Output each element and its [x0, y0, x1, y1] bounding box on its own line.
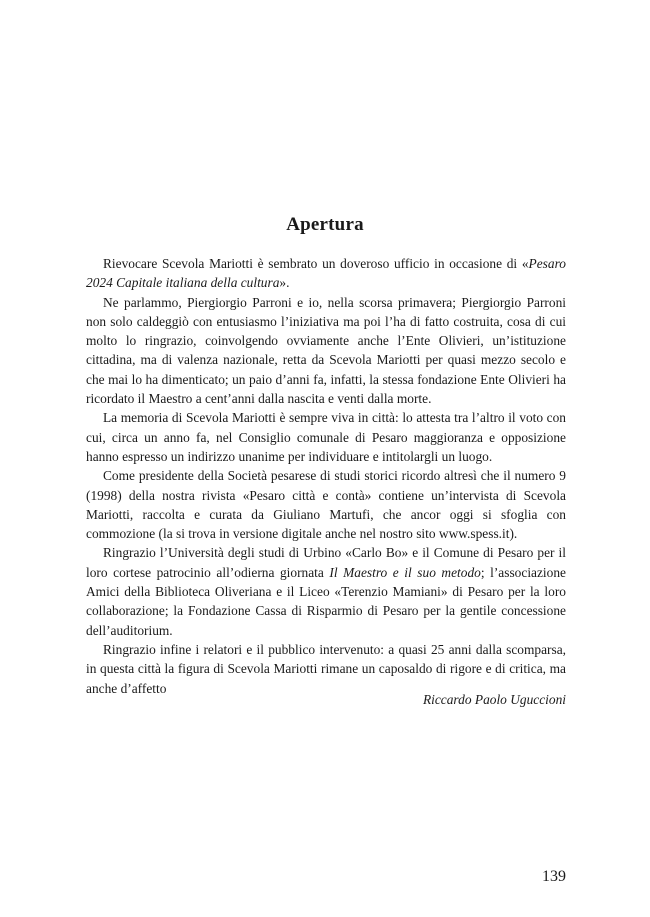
paragraph-1: [86, 254, 566, 293]
paragraph-5-part-2: Il Maestro e il suo metodo: [329, 564, 481, 580]
paragraph-6: [86, 640, 566, 698]
page-title: Apertura: [286, 214, 364, 235]
paragraph-1-part-1: Rievocare Scevola Mariotti è sembrato un doveroso ufficio in occasione di «: [103, 256, 529, 271]
body-text: [86, 254, 566, 698]
paragraph-6-part-1: Ringrazio infine i relatori e il pubblico intervenuto: a quasi 25 anni dalla scomparsa, in questa città la figura di Scevola Mariotti rimane un caposaldo di rigore e di critica, ma anche d’affetto: [86, 641, 566, 696]
paragraph-5: [86, 543, 566, 639]
paragraph-1-part-3: ».: [279, 275, 290, 291]
paragraph-5-part-1: Ringrazio l’Università degli studi di Urbino «Carlo Bo» e il Comune di Pesaro per il loro cortese patrocinio all’odierna giornata: [86, 545, 566, 580]
paragraph-5-part-3: ; l’associazione Amici della Biblioteca Oliveriana e il Liceo «Terenzio Mamiani» di Pesaro per la loro collaborazione; la Fondazione Cassa di Risparmio di Pesaro per la gentile concessione dell’auditorium.: [86, 564, 566, 638]
paragraph-4-part-1: Come presidente della Società pesarese di studi storici ricordo altresì che il numero 9 (1998) della nostra rivista «Pesaro città e contà» contiene un’intervista di Scevola Mariotti, raccolta e curata da Giuliano Martufi, che ancor oggi si sfoglia con commozione (la si trova in versione digitale anche nel nostro sito www.spess.it).: [86, 468, 566, 542]
paragraph-2-part-1: Ne parlammo, Piergiorgio Parroni e io, nella scorsa primavera; Piergiorgio Parroni non solo caldeggiò con entusiasmo l’iniziativa ma poi l’ha di fatto costruita, cosa di cui molto lo ringrazio, coinvolgendo ovviamente anche l’Ente Olivieri, un’istituzione cittadina, ma di valenza nazionale, retta da Scevola Mariotti per quasi mezzo secolo e che mai lo ha dimenticato; un paio d’anni fa, infatti, la stessa fondazione Ente Olivieri ha ricordato il Maestro a cent’anni dalla nascita e venti dalla morte.: [86, 294, 566, 407]
paragraph-4: [86, 466, 566, 543]
paragraph-2: [86, 293, 566, 409]
paragraph-1-part-2: Pesaro 2024 Capitale italiana della cultura: [86, 256, 566, 291]
page-number: 139: [542, 868, 566, 885]
paragraph-3-part-1: La memoria di Scevola Mariotti è sempre viva in città: lo attesta tra l’altro il voto con cui, circa un anno fa, nel Consiglio comunale di Pesaro maggioranza e opposizione hanno espresso un indirizzo unanime per individuare e intitolargli un luogo.: [86, 410, 566, 464]
paragraph-3: [86, 408, 566, 466]
author-signature: Riccardo Paolo Uguccioni: [422, 692, 566, 707]
